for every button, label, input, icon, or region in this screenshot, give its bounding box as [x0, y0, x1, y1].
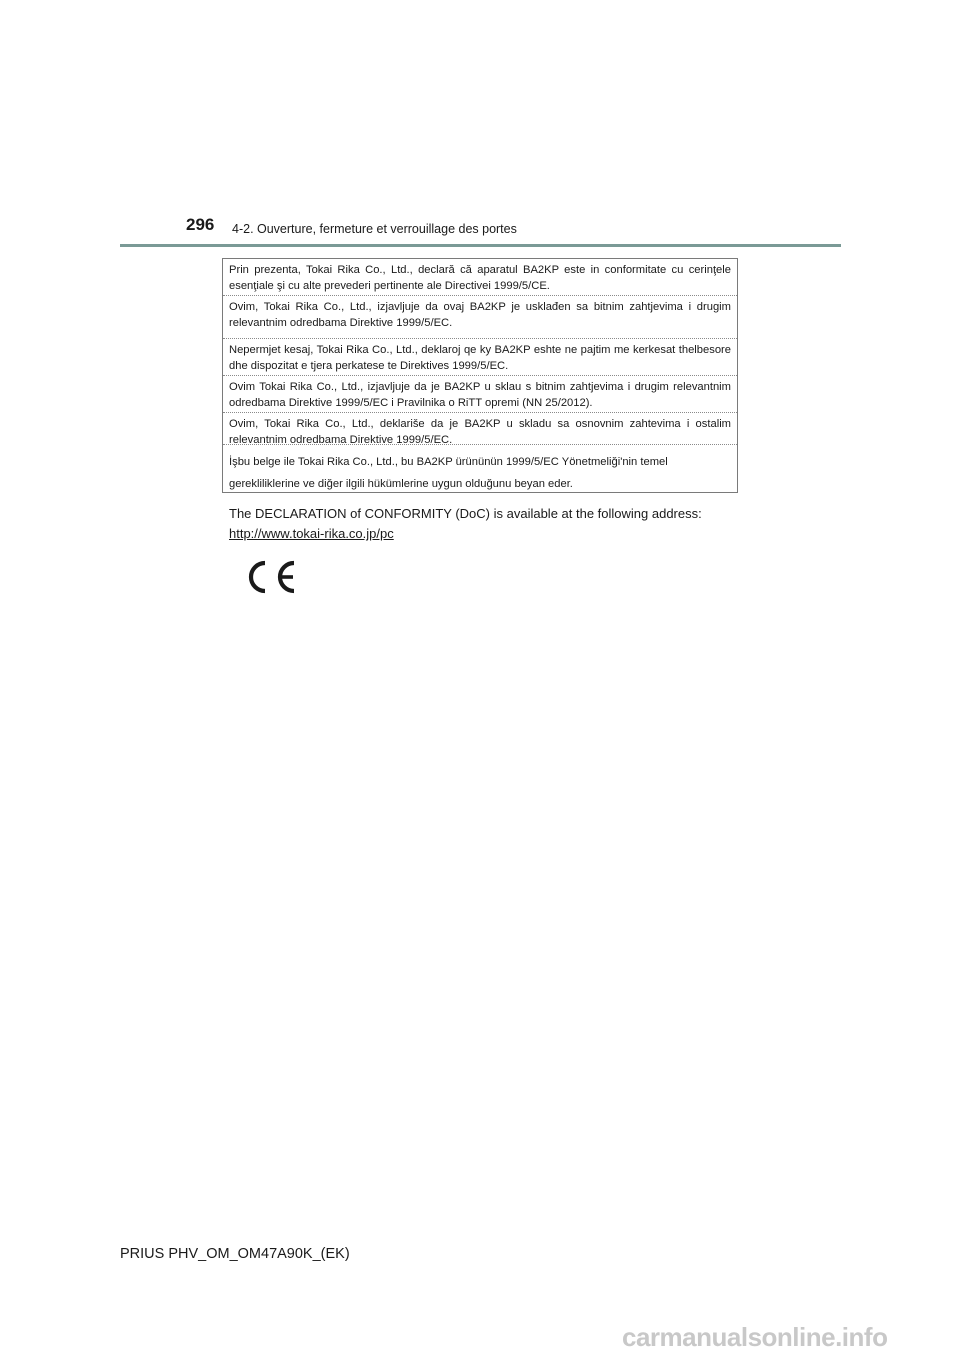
ce-mark-icon: [240, 558, 298, 596]
declaration-turkish-line1: İşbu belge ile Tokai Rika Co., Ltd., bu BA2KP ürününün 1999/5/EC Yönetmeliği'nin temel: [229, 456, 668, 468]
declaration-bosnian: Ovim, Tokai Rika Co., Ltd., izjavljuje da ovaj BA2KP je usklađen sa bitnim zahtjevima i drugim relevantnim odredbama Direktive 1999/5/EC.: [223, 296, 737, 339]
header-divider: [120, 244, 841, 247]
doc-url-link[interactable]: http://www.tokai-rika.co.jp/pc: [229, 526, 394, 541]
declaration-turkish: [223, 445, 737, 492]
page-number: 296: [186, 215, 215, 234]
declaration-turkish-line2: gerekliliklerine ve diğer ilgili hükümlerine uygun olduğunu beyan eder.: [229, 478, 573, 490]
declaration-albanian: Nepermjet kesaj, Tokai Rika Co., Ltd., deklaroj qe ky BA2KP eshte ne pajtim me kerkesat thelbesore dhe dispozitat e tjera perkatese te Direktives 1999/5/EC.: [223, 339, 737, 376]
declaration-table: [222, 258, 738, 493]
declaration-romanian: Prin prezenta, Tokai Rika Co., Ltd., declară că aparatul BA2KP este in conformitate cu cerinţele esenţiale şi cu alte prevederi pertinente ale Directivei 1999/5/CE.: [223, 259, 737, 296]
declaration-croatian: Ovim Tokai Rika Co., Ltd., izjavljuje da je BA2KP u sklau s bitnim zahtjevima i drugim relevantnim odredbama Direktive 1999/5/EC i Pravilnika o RiTT opremi (NN 25/2012).: [223, 376, 737, 413]
section-title: 4-2. Ouverture, fermeture et verrouillage des portes: [232, 222, 517, 236]
doc-availability-note: The DECLARATION of CONFORMITY (DoC) is available at the following address:: [229, 506, 702, 521]
watermark: carmanualsonline.info: [622, 1322, 888, 1352]
footer-model-code: PRIUS PHV_OM_OM47A90K_(EK): [120, 1246, 350, 1262]
declaration-serbian: Ovim, Tokai Rika Co., Ltd., deklariše da je BA2KP u skladu sa osnovnim zahtevima i ostalim relevantnim odredbama Direktive 1999/5/EC.: [223, 413, 737, 445]
